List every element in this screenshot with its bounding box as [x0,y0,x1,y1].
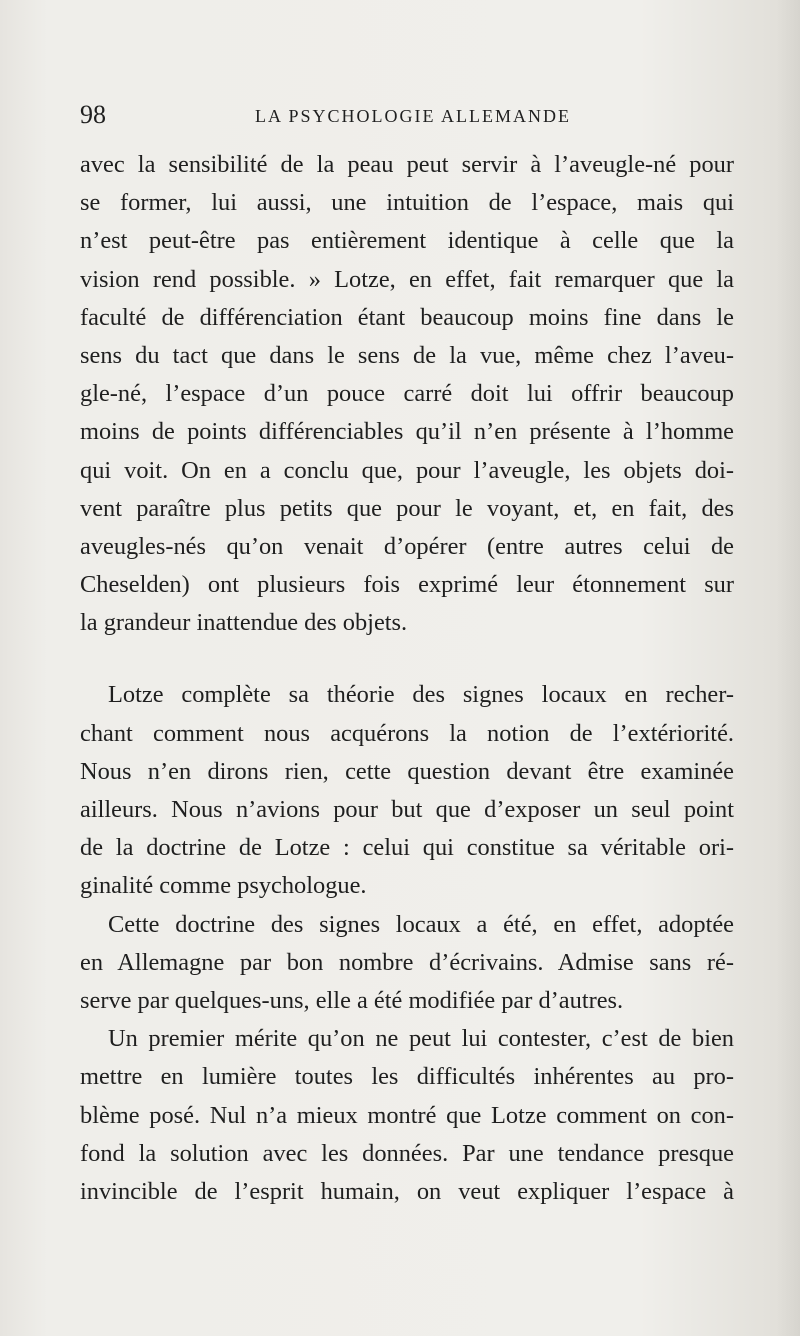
text-line: mettre en lumière toutes les difficultés inhérentes au pro- [80,1063,734,1091]
text-line: Cheselden) ont plusieurs fois exprimé leur étonnement sur [80,571,734,599]
text-line: Nous n’en dirons rien, cette question devant être examinée [80,757,734,785]
text-line: blème posé. Nul n’a mieux montré que Lotze comment on con- [80,1101,734,1129]
text-line: Un premier mérite qu’on ne peut lui contester, c’est de bien [108,1025,734,1053]
text-line: chant comment nous acquérons la notion de l’extériorité. [80,719,734,747]
text-line: avec la sensibilité de la peau peut servir à l’aveugle-né pour [80,151,734,178]
running-title: LA PSYCHOLOGIE ALLEMANDE [255,106,571,126]
text-line: fond la solution avec les données. Par une tendance presque [80,1139,734,1167]
text-line: de la doctrine de Lotze : celui qui constitue sa véritable ori- [80,834,734,862]
text-line: la grandeur inattendue des objets. [80,609,408,637]
text-line: se former, lui aussi, une intuition de l’espace, mais qui [80,189,734,217]
page-number: 98 [80,100,106,129]
text-line: sens du tact que dans le sens de la vue, même chez l’aveu- [80,341,734,369]
paragraph [80,146,734,642]
text-line: serve par quelques-uns, elle a été modifiée par d’autres. [80,986,624,1014]
text-line: moins de points différenciables qu’il n’en présente à l’homme [80,418,734,446]
text-line: en Allemagne par bon nombre d’écrivains. Admise sans ré- [80,948,734,976]
text-line: ginalité comme psychologue. [80,872,367,900]
paragraph-gap [80,642,734,676]
text-line: vision rend possible. » Lotze, en effet, fait remarquer que la [80,265,734,293]
paragraph [80,676,734,905]
text-line: qui voit. On en a conclu que, pour l’aveugle, les objets doi- [80,456,734,484]
text-line: vent paraître plus petits que pour le voyant, et, en fait, des [80,494,734,522]
text-line: faculté de différenciation étant beaucoup moins fine dans le [80,303,734,331]
text-line: ailleurs. Nous n’avions pour but que d’exposer un seul point [80,796,734,823]
body-text [80,146,734,1211]
text-line: invincible de l’esprit humain, on veut expliquer l’espace à [80,1177,734,1205]
text-line: aveugles-nés qu’on venait d’opérer (entre autres celui de [80,532,734,560]
text-line: Lotze complète sa théorie des signes locaux en recher- [108,681,734,709]
page-header [80,100,736,136]
text-line: Cette doctrine des signes locaux a été, en effet, adoptée [108,910,734,938]
paragraph [80,906,734,1021]
text-line: gle-né, l’espace d’un pouce carré doit lui offrir beaucoup [80,380,734,408]
paragraph [80,1020,734,1211]
text-line: n’est peut-être pas entièrement identique à celle que la [80,227,734,255]
